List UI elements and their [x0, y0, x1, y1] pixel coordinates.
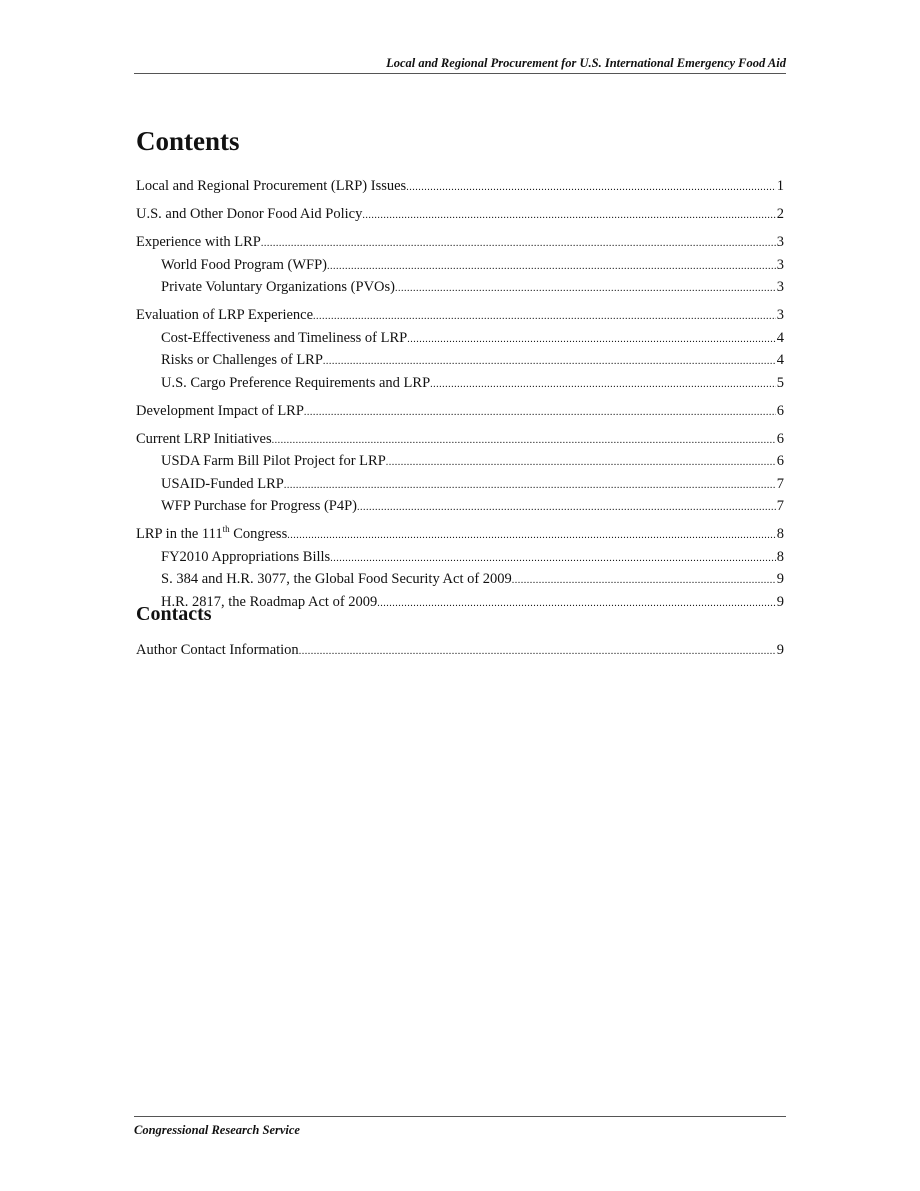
toc-entry-page: 9 — [776, 571, 784, 587]
toc-entry-label: Development Impact of LRP — [136, 402, 304, 419]
contents-title: Contents — [136, 126, 240, 156]
toc-entry[interactable] — [136, 429, 784, 452]
toc-entry-page: 7 — [776, 498, 784, 514]
dot-leader — [272, 431, 776, 452]
toc-entry-label: Risks or Challenges of LRP — [161, 352, 323, 368]
dot-leader — [299, 642, 776, 663]
toc-entry-label: Private Voluntary Organizations (PVOs) — [161, 279, 395, 295]
toc-entry-page: 2 — [776, 206, 784, 222]
toc-entry-page: 3 — [776, 256, 784, 273]
toc-entry[interactable] — [136, 640, 784, 663]
toc-entry-page: 4 — [776, 352, 784, 368]
toc-entry-page: 3 — [776, 279, 784, 295]
toc-entry-page: 5 — [776, 374, 784, 391]
toc-subentry[interactable] — [136, 474, 784, 497]
dot-leader — [407, 330, 776, 351]
toc-subentry[interactable] — [136, 569, 784, 592]
toc-subentry[interactable] — [136, 496, 784, 519]
dot-leader — [512, 571, 776, 592]
table-of-contents — [136, 176, 784, 614]
toc-subentry[interactable] — [136, 592, 784, 615]
toc-entry[interactable] — [136, 401, 784, 424]
toc-entry-page: 7 — [776, 475, 784, 492]
toc-entry-label: USDA Farm Bill Pilot Project for LRP — [161, 453, 386, 469]
toc-entry-page: 4 — [776, 329, 784, 346]
toc-entry[interactable] — [136, 204, 784, 227]
toc-entry-label — [136, 524, 287, 545]
toc-entry-label: Evaluation of LRP Experience — [136, 307, 314, 323]
toc-entry-label: Local and Regional Procurement (LRP) Issues — [136, 178, 407, 194]
toc-entry-label: U.S. and Other Donor Food Aid Policy — [136, 206, 363, 222]
toc-entry-label: WFP Purchase for Progress (P4P) — [161, 498, 358, 514]
dot-leader — [357, 498, 776, 519]
toc-entry-page: 6 — [776, 453, 784, 469]
toc-subentry[interactable] — [136, 547, 784, 570]
toc-subentry[interactable] — [136, 350, 784, 373]
dot-leader — [261, 234, 776, 255]
toc-entry-page: 9 — [776, 593, 784, 610]
dot-leader — [313, 307, 776, 328]
toc-entry-label: USAID-Funded LRP — [161, 475, 284, 492]
dot-leader — [323, 352, 776, 373]
toc-entry-label: S. 384 and H.R. 3077, the Global Food Security Act of 2009 — [161, 571, 512, 587]
toc-entry[interactable] — [136, 305, 784, 328]
dot-leader — [362, 206, 775, 227]
toc-entry-page: 1 — [776, 178, 784, 194]
toc-entry-label: Cost-Effectiveness and Timeliness of LRP — [161, 329, 408, 346]
contacts-title: Contacts — [136, 603, 212, 625]
toc-entry-page: 6 — [776, 402, 784, 419]
toc-entry[interactable] — [136, 524, 784, 547]
dot-leader — [304, 403, 776, 424]
toc-entry-label: Experience with LRP — [136, 234, 261, 250]
running-footer: Congressional Research Service — [134, 1116, 786, 1138]
dot-leader — [430, 375, 776, 396]
dot-leader — [287, 526, 776, 547]
contacts-list — [136, 640, 784, 663]
dot-leader — [377, 594, 775, 615]
dot-leader — [386, 453, 776, 474]
toc-entry-label-prefix: LRP in the 111 — [136, 526, 223, 542]
dot-leader — [406, 178, 776, 199]
ordinal-suffix: th — [222, 524, 230, 534]
toc-subentry[interactable] — [136, 277, 784, 300]
toc-entry-page: 8 — [776, 526, 784, 542]
dot-leader — [284, 476, 776, 497]
toc-entry-label: World Food Program (WFP) — [161, 256, 327, 273]
toc-entry-label: Author Contact Information — [136, 642, 299, 658]
toc-entry[interactable] — [136, 176, 784, 199]
toc-entry-label: Current LRP Initiatives — [136, 430, 272, 447]
toc-entry-label: U.S. Cargo Preference Requirements and LRP — [161, 374, 431, 391]
toc-entry[interactable] — [136, 232, 784, 255]
toc-entry-label-suffix: Congress — [229, 526, 288, 542]
toc-entry-page: 8 — [776, 548, 784, 565]
dot-leader — [330, 549, 776, 570]
toc-subentry[interactable] — [136, 328, 784, 351]
toc-subentry[interactable] — [136, 255, 784, 278]
toc-entry-page: 3 — [776, 234, 784, 250]
toc-entry-label: H.R. 2817, the Roadmap Act of 2009 — [161, 593, 378, 610]
toc-entry-label: FY2010 Appropriations Bills — [161, 548, 331, 565]
toc-subentry[interactable] — [136, 373, 784, 396]
dot-leader — [327, 257, 776, 278]
running-header: Local and Regional Procurement for U.S. International Emergency Food Aid — [134, 55, 786, 74]
toc-entry-page: 9 — [776, 642, 784, 658]
dot-leader — [395, 279, 776, 300]
toc-subentry[interactable] — [136, 451, 784, 474]
toc-entry-page: 6 — [776, 430, 784, 447]
toc-entry-page: 3 — [776, 307, 784, 323]
